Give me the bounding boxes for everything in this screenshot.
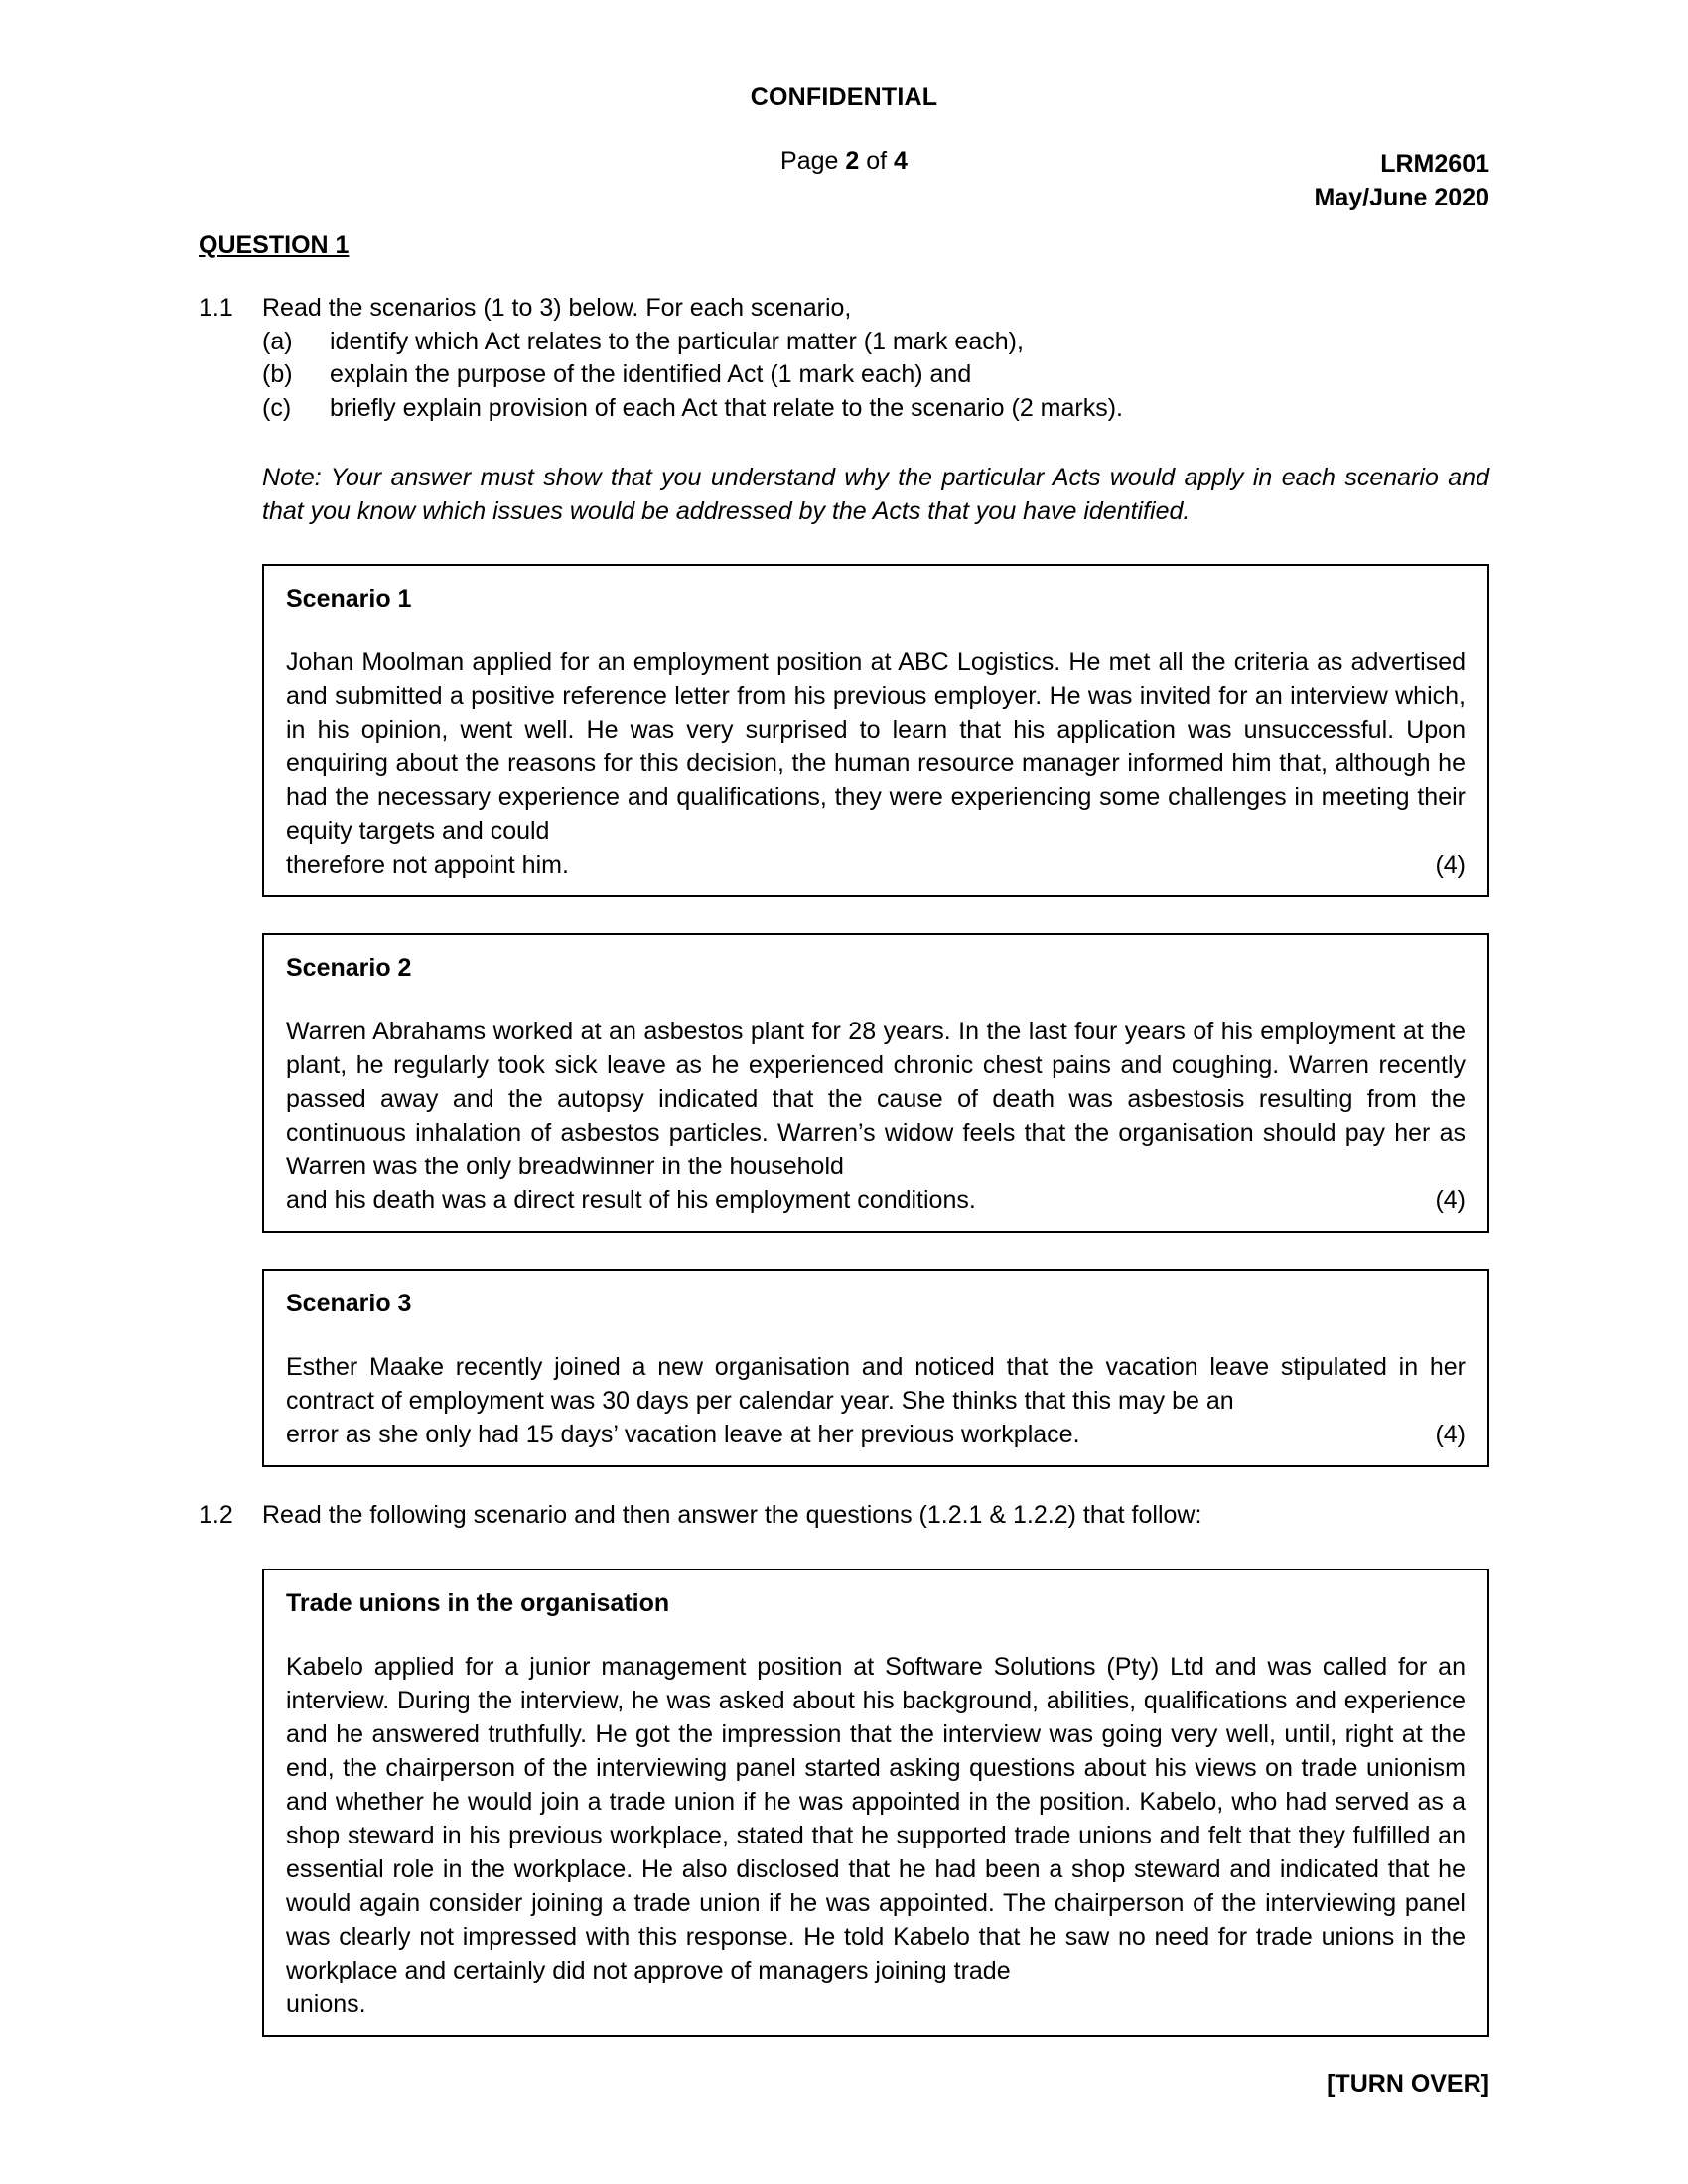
scenario-1-title: Scenario 1 (286, 585, 412, 613)
sub-item-list (262, 326, 1489, 426)
scenario-3-tail-text: error as she only had 15 days’ vacation leave at her previous workplace. (286, 1421, 1080, 1448)
page-mid-label: of (859, 147, 895, 175)
sub-item-c-label: (c) (262, 393, 292, 422)
scenario-1-box (262, 564, 1489, 897)
scenario-3-body (286, 1350, 1466, 1451)
scenario-2-text: Warren Abrahams worked at an asbestos plant for 28 years. In the last four years of his employment at the plant, he regularly took sick leave as he experienced chronic chest pains and coughing. Warren recently passed away and the autopsy indicated that the cause of death was asbestosis resulting from the continuous inhalation of asbestos particles. Warren’s widow feels that the organisation should pay her as Warren was the only breadwinner in the household (286, 1018, 1466, 1180)
sub-item-a-label: (a) (262, 327, 293, 355)
sub-item-a (262, 326, 1489, 359)
page-prefix-label: Page (780, 147, 846, 175)
sub-item-b-text: explain the purpose of the identified Act (1 mark each) and (330, 360, 972, 388)
case-study-body (286, 1650, 1466, 2021)
module-code: LRM2601 (1380, 150, 1489, 178)
sub-item-c-text: briefly explain provision of each Act that relate to the scenario (2 marks). (330, 393, 1123, 422)
scenario-3-box (262, 1269, 1489, 1467)
scenario-3-tail-row (286, 1418, 1466, 1451)
case-study-tail-text: unions. (286, 1989, 366, 2018)
item-number-1-2: 1.2 (199, 1501, 233, 1529)
item-stem-1-2: Read the following scenario and then answer the questions (1.2.1 & 1.2.2) that follow: (262, 1501, 1202, 1529)
answer-note: Note: Your answer must show that you understand why the particular Acts would apply in each scenario and that you know which issues would be addressed by the Acts that you have identified. (262, 464, 1489, 525)
scenario-1-body (286, 645, 1466, 882)
scenario-1-tail-text: therefore not appoint him. (286, 851, 569, 879)
page-header-row (0, 147, 1688, 211)
page-title: QUESTION 1 (199, 231, 350, 259)
question-item-1-2 (199, 1499, 1489, 1533)
sub-item-c (262, 392, 1489, 426)
sub-item-a-text: identify which Act relates to the particular matter (1 mark each), (330, 327, 1024, 355)
case-study-tail-row (286, 1987, 1466, 2021)
page-content (0, 182, 1688, 2037)
scenario-3-text: Esther Maake recently joined a new organisation and noticed that the vacation leave stipulated in her contract of employment was 30 days per calendar year. She thinks that this may be an (286, 1353, 1466, 1415)
scenario-3-title: Scenario 3 (286, 1290, 412, 1317)
scenario-3-marks: (4) (1435, 1421, 1466, 1448)
confidential-banner: CONFIDENTIAL (750, 83, 938, 111)
item-number-1-1: 1.1 (199, 294, 233, 322)
page-total: 4 (894, 147, 908, 175)
page-number: 2 (845, 147, 860, 175)
scenario-2-tail-text: and his death was a direct result of his employment conditions. (286, 1186, 976, 1214)
scenario-2-box (262, 933, 1489, 1233)
case-study-text: Kabelo applied for a junior management position at Software Solutions (Pty) Ltd and was called for an interview. During the interview, he was asked about his background, abilities, qualifications and experience and he answered truthfully. He got the impression that the interview was going very well, until, right at the end, the chairperson of the interviewing panel started asking questions about his views on trade unionism and whether he would join a trade union if he was appointed in the position. Kabelo, who had served as a shop steward in his previous workplace, stated that he supported trade unions and felt that they fulfilled an essential role in the workplace. He also disclosed that he had been a shop steward and indicated that he would again consider joining a trade union if he was appointed. The chairperson of the interviewing panel was clearly not impressed with this response. He told Kabelo that he saw no need for trade unions in the workplace and certainly did not approve of managers joining trade (286, 1652, 1466, 1984)
sub-item-b (262, 358, 1489, 392)
exam-period: May/June 2020 (1314, 183, 1489, 211)
scenario-2-marks: (4) (1435, 1186, 1466, 1214)
turn-over-label: [TURN OVER] (1327, 2070, 1489, 2098)
case-study-title: Trade unions in the organisation (286, 1588, 670, 1617)
sub-item-b-label: (b) (262, 360, 293, 388)
scenario-1-marks: (4) (1435, 851, 1466, 879)
question-item-1-1 (199, 292, 1489, 326)
case-study-box (262, 1569, 1489, 2037)
scenario-1-text: Johan Moolman applied for an employment position at ABC Logistics. He met all the criteria as advertised and submitted a positive reference letter from his previous employer. He was invited for an interview which, in his opinion, went well. He was very surprised to learn that his application was unsuccessful. Upon enquiring about the reasons for this decision, the human resource manager informed him that, although he had the necessary experience and qualifications, they were experiencing some challenges in meeting their equity targets and could (286, 648, 1466, 845)
scenario-2-title: Scenario 2 (286, 954, 412, 982)
scenario-2-body (286, 1015, 1466, 1217)
module-info (1315, 148, 1490, 215)
item-stem-1-1: Read the scenarios (1 to 3) below. For each scenario, (262, 294, 852, 322)
scenario-1-tail-row (286, 848, 1466, 882)
scenario-2-tail-row (286, 1183, 1466, 1217)
